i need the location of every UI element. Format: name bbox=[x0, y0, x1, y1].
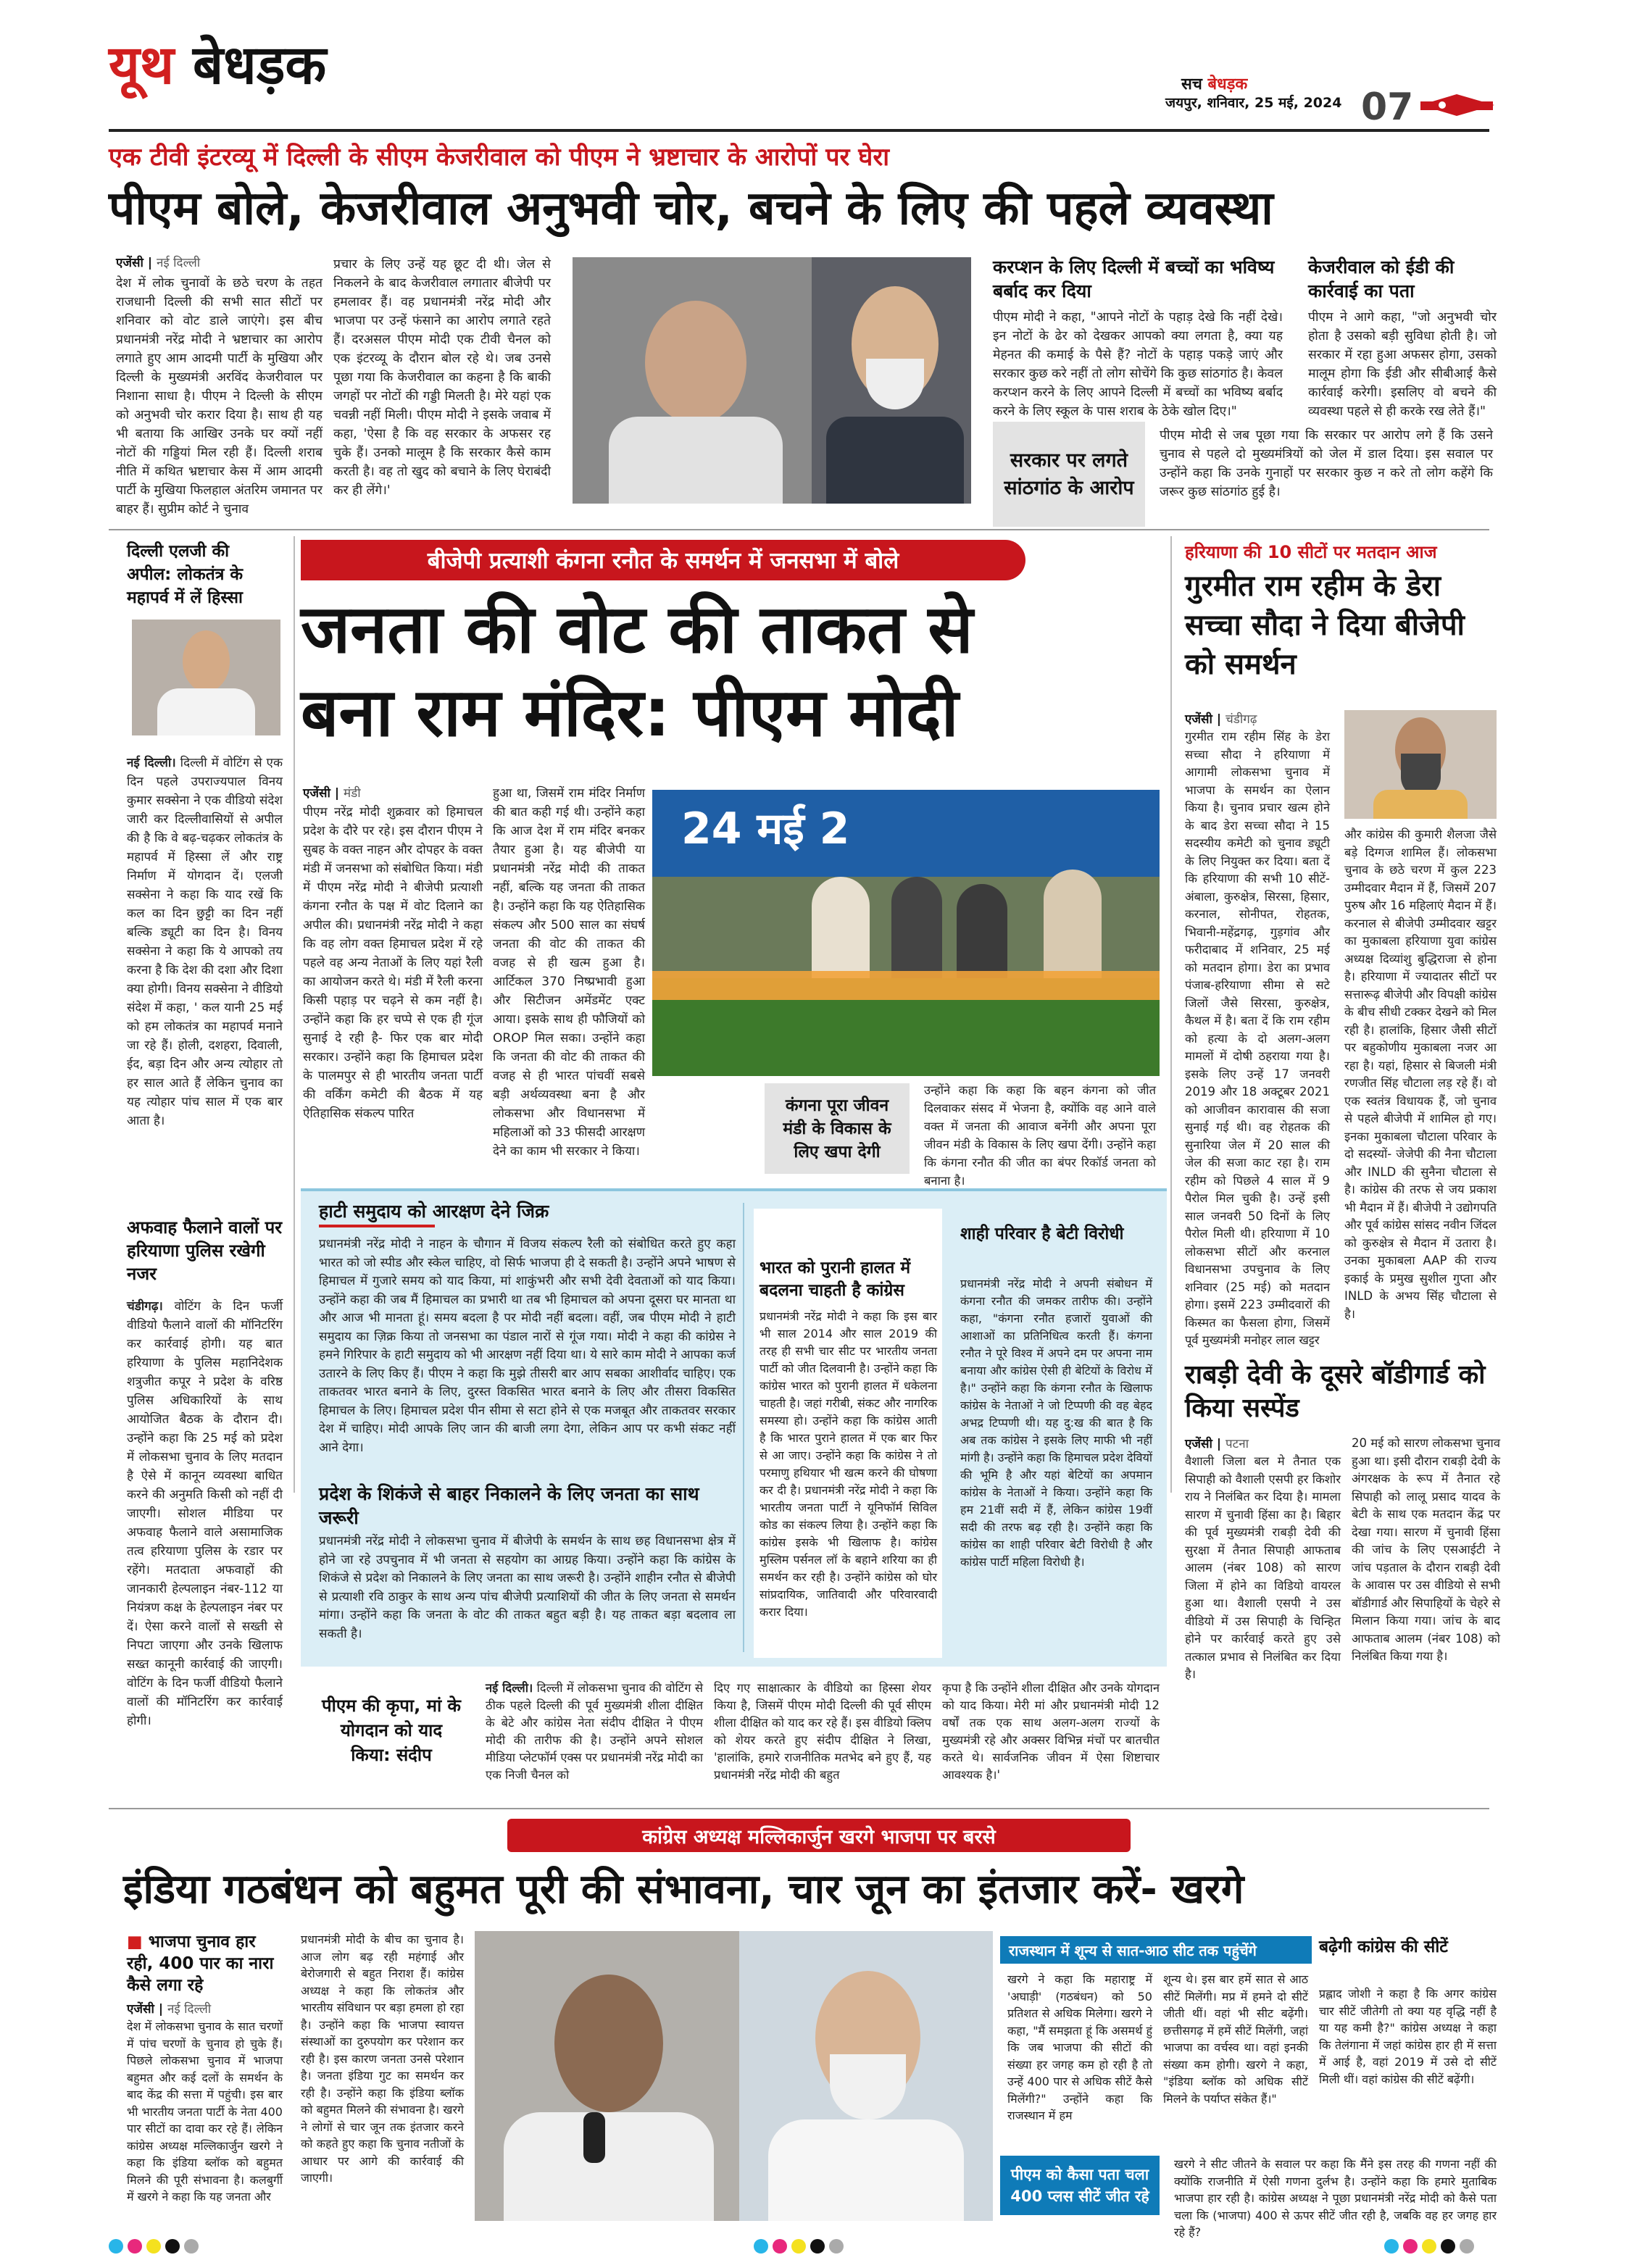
kharge-headline: इंडिया गठबंधन को बहुमत पूरी की संभावना, चार जून का इंतजार करें- खरगे bbox=[123, 1866, 1244, 1913]
right-col-rule bbox=[1170, 536, 1172, 1493]
mandi-kicker: बीजेपी प्रत्याशी कंगना रनौत के समर्थन में जनसभा में बोले bbox=[301, 540, 1025, 580]
sandeep-col2: दिए गए साक्षात्कार के वीडियो का हिस्सा शेयर किया है, जिसमें पीएम मोदी दिल्ली की पूर्व सीएम शीला दीक्षित को याद कर रहे हैं। इस वीडियो क्लिप को शेयर करते हुए संदीप दीक्षित ने लिखा, 'हालांकि, हमारे राजनीतिक मतभेद बने हुए हैं, यह प्रधानमंत्री नरेंद्र मोदी की बहुत bbox=[714, 1681, 931, 1782]
rajasthan-col1: खरगे ने कहा कि महाराष्ट्र में 'अघाड़ी' (गठबंधन) को 50 प्रतिशत से अधिक मिलेगा। खरगे ने कहा, "मैं समझता हूं कि असमर्थ हुं कि जब भाजपा की सीटों की संख्या हर जगह कम हो रही है तो उन्हें 400 पार से अधिक सीटें कैसे मिलेंगी?" उन्होंने कहा कि राजस्थान में हम bbox=[1007, 1972, 1152, 2122]
growth-title: बढ़ेगी कांग्रेस की सीटें bbox=[1319, 1938, 1448, 1956]
lead-headline: पीएम बोले, केजरीवाल अनुभवी चोर, बचने के लिए की पहले व्यवस्था bbox=[109, 182, 1273, 235]
rabri-col2: 20 मई को सारण लोकसभा चुनाव हुआ था। इसी दौरान राबड़ी देवी के अंगरक्षक के रूप में तैनात रहे सिपाही को लालू प्रसाद यादव के बेटी के साथ एक मतदान केंद्र पर देखा गया। सारण में चुनावी हिंसा की जांच के लिए एसआईटी ने जांच पड़ताल के दौरान राबड़ी देवी के आवास पर उस वीडियो से सभी बॉडीगार्ड और सिपाहियों के चेहरे से मिलान किया गया। जांच के बाद आफताब आलम (नंबर 108) को निलंबित किया गया है। bbox=[1352, 1436, 1500, 1663]
byline-agency: एजेंसी bbox=[303, 786, 330, 801]
rumor-title: अफवाह फैलाने वालों पर हरियाणा पुलिस रखेगी नजर bbox=[127, 1217, 283, 1284]
modi-photo-2 bbox=[739, 1931, 993, 2221]
pradesh-title: प्रदेश के शिकंजे से बाहर निकालने के लिए जनता का साथ जरूरी bbox=[319, 1483, 699, 1528]
ram-rahim-photo bbox=[1344, 710, 1497, 819]
mandi-byline: एजेंसी | मंडी bbox=[303, 786, 361, 801]
mandi-headline-line2: बना राम मंदिर: पीएम मोदी bbox=[301, 674, 959, 751]
lead-col2: प्रचार के लिए उन्हें यह छूट दी थी। जेल से निकलने के बाद केजरीवाल लगातार बीजेपी पर हमलावर हैं। वह प्रधानमंत्री नरेंद्र मोदी और भाजपा पर उन्हें फंसाने का आरोप लगाते रहते हैं। दरअसल पीएम मोदी एक टीवी चैनल को एक इंटरव्यू के दौरान बोल रहे थे। जब उनसे पूछा गया कि केजरीवाल का कहना है कि बाकी जगहों पर नोटों की गड्डी मिलती है। मेरे यहां एक चवन्नी नहीं मिली। पीएम मोदी ने इसके जवाब में कहा, 'ऐसा है कि वह सरकार के अफसर रह चुके हैं। उनको मालूम है कि सरकार कैसे काम करती है। वह तो खुद को बचाने के लिए घेराबंदी कर ही लेंगे।' bbox=[333, 257, 551, 498]
square-bullet-icon: ■ bbox=[127, 1933, 143, 1951]
kharge-side-title bbox=[127, 1931, 286, 1996]
sandeep-col1 bbox=[486, 1680, 703, 1784]
masthead-title bbox=[109, 36, 326, 94]
byline-agency: एजेंसी bbox=[127, 2002, 154, 2017]
byline-agency: एजेंसी bbox=[1185, 1437, 1212, 1451]
haryana-col2: और कांग्रेस की कुमारी शैलजा जैसे बड़े दिग्गज शामिल हैं। लोकसभा चुनाव के छठे चरण में कुल 223 उम्मीदवार मैदान में हैं, जिसमें 207 पुरुष और 16 महिलाएं मैदान में हैं। करनाल से बीजेपी उम्मीदवार खट्टर का मुकाबला हरियाणा युवा कांग्रेस अध्यक्ष दिव्यांशु बुद्धिराजा से होना है। हरियाणा में ज्यादातर सीटों पर सत्तारूढ़ बीजेपी और विपक्षी कांग्रेस के बीच सीधी टक्कर देखने को मिल रही है। हालांकि, हिसार जैसी सीटों पर बहुकोणीय मुकाबला नजर आ रहा है। यहां, हिसार से बिजली मंत्री रणजीत सिंह चौटाला लड़ रहे हैं। वो एक स्वतंत्र विधायक हैं, जो चुनाव से पहले बीजेपी में शामिल हो गए। इनका मुकाबला चौटाला परिवार के दो सदस्यों- जेजेपी की नैना चौटाला और INLD की सुनैना चौटाला से है। कांग्रेस की तरफ से जय प्रकाश भी मैदान में हैं। बीजेपी ने उद्योगपति और पूर्व कांग्रेस सांसद नवीन जिंदल को कुरुक्षेत्र से मैदान में उतारा है। उनका मुकाबला AAP की राज्य इकाई के प्रमुख सुशील गुप्ता और INLD के अभय सिंह चौटाला से है। bbox=[1344, 827, 1497, 1321]
dateline: जयपुर, शनिवार, 25 मई, 2024 bbox=[1165, 95, 1342, 111]
lg-dateline: नई दिल्ली। bbox=[127, 756, 176, 770]
mandi-col1: पीएम नरेंद्र मोदी शुक्रवार को हिमाचल प्रदेश के दौरे पर रहे। इस दौरान पीएम ने सुबह के वक्त नाहन और दोपहर के वक्त मंडी में जनसभा को संबोधित किया। मंडी में पीएम नरेंद्र मोदी ने बीजेपी प्रत्याशी कंगना रनौत के पक्ष में वोट दिलाने का अपील की। प्रधानमंत्री नरेंद्र मोदी ने कहा कि वह लोग वक्त हिमाचल प्रदेश में रहे पहले वह अन्य नेताओं के लिए यहां रैली का आयोजन करते थे। मंडी में रैली करना किसी पहाड़ पर चढ़ने से कम नहीं है। उन्होंने कहा कि हर चप्पे से एक ही गूंज सुनाई दे रही है- फिर एक बार मोदी सरकार। उन्होंने कहा कि हिमाचल प्रदेश के पालमपुर से ही भारतीय जनता पार्टी की वर्किंग कमेटी की बैठक में यह ऐतिहासिक संकल्प पारित bbox=[303, 805, 483, 1121]
registration-dots-icon bbox=[109, 2239, 203, 2256]
pen-nib-icon bbox=[1413, 88, 1500, 122]
lead-side2-title: केजरीवाल को ईडी की कार्रवाई का पता bbox=[1308, 257, 1455, 301]
rally-photo-banner-text: 24 मई 2 bbox=[681, 804, 850, 854]
hati-text: प्रधानमंत्री नरेंद्र मोदी ने नाहन के चौगान में विजय संकल्प रैली को संबोधित करते हुए कहा भारत को जो स्पीड और स्केल चाहिए, वो सिर्फ भाजपा ही दे सकती है। उन्होंने अपने भाषण से हिमाचल में गुजारे समय को याद किया, मां शाकुंभरी और सभी देवी देवताओं को याद किया। उन्होंने कहा की जब मैं हिमाचल का प्रभारी था तब भी हिमाचल को अपना दूसरा घर मानता था और आज भी मानता हूं। समय बदला है पर मोदी नहीं बदला। वहीं, जब पीएम मोदी ने हाटी समुदाय का ज़िक्र किया तो जनसभा का पंडाल नारों से गूंज गया। मोदी ने कहा की कांग्रेस ने हमने गिरिपार के हाटी समुदाय को भी आरक्षण नहीं दिया था। ये सारे काम मोदी ने आपका कर्ज उतारने के लिए किए हैं। पीएम ने कहा कि मुझे तीसरी बार आप सबका आशीर्वाद चाहिए। एक ताकतवर भारत बनाने के लिए, दुरस्त विकसित भारत बनाने के लिए और तीसरा विकसित हिमाचल के लिए। हिमाचल प्रदेश पीन सीमा से सटा होने से एक मजबूत और ताकतवर सरकार देश में चाहिए। मोदी आपके लिए जान की बाजी लगा देगा, लेकिन आप पर कभी संकट नहीं आने देगा। bbox=[319, 1237, 736, 1455]
hati-title: हाटी समुदाय को आरक्षण देने जिक्र bbox=[319, 1201, 549, 1222]
modi-photo bbox=[812, 257, 971, 504]
byline-agency: एजेंसी bbox=[1185, 712, 1212, 727]
pm-text: खरगे ने सीट जीतने के सवाल पर कहा कि मैंने इस तरह की गणना नहीं की क्योंकि राजनीति में ऐसी गणना दुर्लभ है। उन्होंने कहा कि हमारे मुताबिक भाजपा हार रही है। कांग्रेस अध्यक्ष ने पूछा प्रधानमंत्री नरेंद्र मोदी को कैसे पता चला कि (भाजपा) 400 से ऊपर सीटें जीत रही है, जबकि वह हर जगह हार रहे हैं? bbox=[1174, 2157, 1497, 2239]
sandeep-dateline: नई दिल्ली। bbox=[486, 1681, 533, 1695]
royal-title: शाही परिवार है बेटी विरोधी bbox=[960, 1225, 1124, 1243]
lead-kicker: एक टीवी इंटरव्यू में दिल्ली के सीएम केजरीवाल को पीएम ने भ्रष्टाचार के आरोपों पर घेरा bbox=[109, 143, 890, 172]
lead-bottom-rule bbox=[109, 529, 1489, 530]
rumor-text bbox=[127, 1297, 283, 1730]
header-rule bbox=[109, 129, 1489, 132]
blue-box-divider bbox=[743, 1203, 744, 1652]
kharge-col1: देश में लोकसभा चुनाव के सात चरणों में पांच चरणों के चुनाव हो चुके हैं। पिछले लोकसभा चुनाव में भाजपा बहुमत और कई दलों के समर्थन के बाद केंद्र की सत्ता में पहुंची। इस बार भी भारतीय जनता पार्टी के नेता 400 पार सीटों का दावा कर रहे हैं। लेकिन कांग्रेस अध्यक्ष मल्लिकार्जुन खरगे ने कहा कि इंडिया ब्लॉक को बहुमत मिलने की पूरी संभावना है। कलबुर्गी में खरगे ने कहा कि यह जनता और bbox=[127, 2019, 283, 2204]
lg-text bbox=[127, 754, 283, 1130]
lead-byline: एजेंसी | नई दिल्ली bbox=[116, 256, 201, 270]
kharge-byline: एजेंसी | नई दिल्ली bbox=[127, 2002, 212, 2017]
pm-tab: पीएम को कैसा पता चला 400 प्लस सीटें जीत रहे bbox=[1000, 2156, 1160, 2215]
rumor-dateline: चंडीगढ़। bbox=[127, 1299, 163, 1314]
byline-place: मंडी bbox=[343, 786, 361, 801]
mandi-box-caption: कंगना पूरा जीवन मंडी के विकास के लिए खपा देगी bbox=[765, 1083, 910, 1174]
page-number: 07 bbox=[1361, 86, 1414, 129]
registration-dots-icon bbox=[754, 2239, 848, 2256]
haryana-kicker: हरियाणा की 10 सीटों पर मतदान आज bbox=[1185, 542, 1437, 562]
lead-box-caption: सरकार पर लगते सांठगांठ के आरोप bbox=[993, 422, 1145, 527]
haryana-headline: गुरमीत राम रहीम के डेरा सच्चा सौदा ने दिया बीजेपी को समर्थन bbox=[1185, 570, 1465, 681]
rabri-col1: वैशाली जिला बल मे तैनात एक सिपाही को वैशाली एसपी हर किशोर राय ने निलंबित कर दिया है। मामला सारण में चुनावी हिंसा का है। बिहार की पूर्व मुख्यमंत्री राबड़ी देवी की सुरक्षा में तैनात सिपाही आफताब आलम (नंबर 108) को सारण जिला में होने का विडियो वायरल हुआ था। वैशाली एसपी ने उस वीडियो में उस सिपाही के चिन्हित होने पर कार्रवाई करते हुए उसे तत्काल प्रभाव से निलंबित कर दिया है। bbox=[1185, 1454, 1341, 1681]
lead-box-text: पीएम मोदी से जब पूछा गया कि सरकार पर आरोप लगे हैं कि उसने चुनाव से पहले दो मुख्यमंत्रियों को जेल में डाल दिया। इस सवाल पर उन्होंने कहा कि उनके गुनाहों पर सरकार कुछ न करे तो लोग कहेंगे कि जरूर कुछ सांठगांठ हुई है। bbox=[1160, 428, 1493, 499]
rumor-body: वोटिंग के दिन फर्जी वीडियो फैलाने वालों की मॉनिटरिंग कर कार्रवाई होगी। यह बात हरियाणा के पुलिस महानिदेशक शत्रुजीत कपूर ने प्रदेश के वरिष्ठ पुलिस अधिकारियों के साथ आयोजित बैठक के दौरान दी। उन्होंने कहा कि 25 मई को प्रदेश में लोकसभा चुनाव के लिए मतदान है ऐसे में कानून व्यवस्था बाधित करने की अनुमति किसी को नहीं दी जाएगी। सोशल मीडिया पर अफवाह फैलाने वाले असामाजिक तत्व हरियाणा पुलिस के रडार पर रहेंगे। मतदाता अफवाहों की जानकारी हेल्पलाइन नंबर-112 या नियंत्रण कक्ष के हेल्पलाइन नंबर पर दें। ऐसा करने वालों से सख्ती से निपटा जाएगा और उनके खिलाफ सख्त कानूनी कार्रवाई की जाएगी। वोटिंग के दिन फर्जी वीडियो फैलाने वालों की मॉनिटरिंग कर कार्रवाई होगी। bbox=[127, 1299, 283, 1728]
sandeep-col3: कृपा है कि उन्होंने शीला दीक्षित और उनके योगदान को याद किया। मेरी मां और प्रधानमंत्री मोदी 12 वर्षों तक एक साथ अलग-अलग राज्यों के मुख्यमंत्री रहे और अक्सर विभिन्न मंचों पर बातचीत करते थे। सार्वजनिक जीवन में ऐसा शिष्टाचार आवश्यक है।' bbox=[942, 1681, 1160, 1782]
rajasthan-col2: शून्य थे। इस बार हमें सात से आठ सीटें मिलेंगी। मप्र में हमने दो सीटें जीती थीं। वहां भी सीट बढ़ेंगी। छत्तीसगढ़ में हमें सीटें मिलेंगी, जहां भाजपा का वर्चस्व था। वहां इनकी संख्या कम होगी। खरगे ने कहा, "इंडिया ब्लॉक को अधिक सीटें मिलने के पर्याप्त संकेत हैं।" bbox=[1163, 1972, 1308, 2106]
sandeep-col1-body: दिल्ली में लोकसभा चुनाव की वोटिंग से ठीक पहले दिल्ली की पूर्व मुख्यमंत्री शीला दीक्षित के बेटे और कांग्रेस नेता संदीप दीक्षित ने पीएम मोदी की तारीफ की है। उन्होंने अपने सोशल मीडिया प्लेटफॉर्म एक्स पर प्रधानमंत्री नरेंद्र मोदी का एक निजी चैनल को bbox=[486, 1681, 703, 1782]
byline-agency: एजेंसी bbox=[116, 256, 143, 270]
rally-photo bbox=[652, 790, 1160, 1076]
lead-side1-text: पीएम मोदी ने कहा, "आपने नोटों के पहाड़ देखे कि नहीं देखे। इन नोटों के ढेर को देखकर आपको क्या लगता है, क्या यह मेहनत की कमाई के पैसे हैं? नोटों के पहाड़ पकड़े जाएं और सरकार कुछ करे नहीं तो लोग सोचेंगे कि कुछ सांठगांठ है। केवल करप्शन करने के लिए आपने दिल्ली में बच्चों का भविष्य बर्बाद करने के लिए स्कूल के पास शराब के ठेके खोल दिए।" bbox=[993, 310, 1283, 419]
rabri-byline: एजेंसी | पटना bbox=[1185, 1437, 1249, 1451]
rabri-headline: राबड़ी देवी के दूसरे बॉडीगार्ड को किया सस्पेंड bbox=[1185, 1360, 1486, 1423]
lg-title: दिल्ली एलजी की अपील: लोकतंत्र के महापर्व में लें हिस्सा bbox=[127, 542, 244, 607]
kharge-top-rule bbox=[109, 1808, 1489, 1809]
congress-state-title: भारत को पुरानी हालत में बदलना चाहती है कांग्रेस bbox=[760, 1259, 911, 1300]
masthead-title-part2: बेधड़क bbox=[192, 34, 327, 96]
lead-side1-title: करप्शन के लिए दिल्ली में बच्चों का भविष्य बर्बाद कर दिया bbox=[993, 257, 1275, 301]
kharge-photo bbox=[475, 1931, 739, 2221]
kharge-banner: कांग्रेस अध्यक्ष मल्लिकार्जुन खरगे भाजपा पर बरसे bbox=[507, 1819, 1131, 1852]
tagline-part2: बेधड़क bbox=[1207, 75, 1248, 93]
kejriwal-photo bbox=[573, 257, 812, 504]
byline-place: नई दिल्ली bbox=[156, 256, 201, 270]
masthead-title-part1: यूथ bbox=[109, 34, 175, 96]
royal-text: प्रधानमंत्री नरेंद्र मोदी ने अपनी संबोधन में कंगना रनौत की जमकर तारीफ की। उन्होंने कहा, "कंगना रनौत हजारों युवाओं की आशाओं का प्रतिनिधित्व करती हैं। कंगना रनौत ने पूरे विश्व में अपने दम पर अपना नाम बनाया और कांग्रेस ऐसी ही बेटियों के विरोध में है।" उन्होंने कहा कि कंगना रनौत के खिलाफ कांग्रेस के नेताओं ने जो टिप्पणी की वह बेहद अभद्र टिप्पणी थी। यह दु:ख की बात है कि अब तक कांग्रेस ने इसके लिए माफी भी नहीं मांगी है। उन्होंने कहा कि हिमाचल प्रदेश देवियों की भूमि है और यहां बेटियों का अपमान कांग्रेस के नेताओं ने किया। उन्होंने कहा कि हम 21वीं सदी में हैं, लेकिन कांग्रेस 19वीं सदी की तरफ बढ़ रही है। उन्होंने कहा कि कांग्रेस का शाही परिवार बेटी विरोधी है और कांग्रेस पार्टी महिला विरोधी है। bbox=[960, 1277, 1152, 1569]
byline-place: पटना bbox=[1225, 1437, 1249, 1451]
kharge-side-title-text: भाजपा चुनाव हार रही, 400 पार का नारा कैसे लगा रहे bbox=[127, 1933, 274, 1995]
hati-title-underline bbox=[319, 1225, 435, 1227]
lg-body: दिल्ली में वोटिंग से एक दिन पहले उपराज्यपाल विनय कुमार सक्सेना ने एक वीडियो संदेश जारी कर दिल्लीवासियों से अपील की है कि वे बढ़-चढ़कर लोकतंत्र के महापर्व में हिस्सा लें और राष्ट्र निर्माण में योगदान दें। एलजी सक्सेना ने कहा कि याद रखें कि कल का दिन छुट्टी का दिन नहीं बल्कि ड्यूटी का दिन है। विनय सक्सेना ने कहा कि ये आपको तय करना है कि देश की दशा और दिशा क्या होगी। विनय सक्सेना ने वीडियो संदेश में कहा, ' कल यानी 25 मई को हम लोकतंत्र का महापर्व मनाने जा रहे हैं। होली, दशहरा, दिवाली, ईद, बड़ा दिन और अन्य त्योहार तो हर साल आते हैं लेकिन चुनाव का यह त्योहार पांच साल में एक बार आता है। bbox=[127, 756, 283, 1128]
byline-place: नई दिल्ली bbox=[167, 2002, 212, 2017]
byline-place: चंडीगढ़ bbox=[1225, 712, 1257, 727]
tagline-part1: सच bbox=[1181, 75, 1202, 93]
kharge-col2: प्रधानमंत्री मोदी के बीच का चुनाव है। आज लोग बढ़ रही महंगाई और बेरोजगारी से बहुत निराश हैं। कांग्रेस अध्यक्ष ने कहा कि लोकतंत्र और भारतीय संविधान पर बड़ा हमला हो रहा है। उन्होंने कहा कि भाजपा स्वायत्त संस्थाओं का दुरुपयोग कर परेशान कर रही है। इस कारण जनता उनसे परेशान है। जनता इंडिया गुट का समर्थन कर रही है। उन्होंने कहा कि इंडिया ब्लॉक को बहुमत मिलने की संभावना है। खरगे ने लोगों से चार जून तक इंतजार करने को कहते हुए कहा कि चुनाव नतीजों के आधार पर आगे की कार्रवाई की जाएगी। bbox=[301, 1933, 464, 2185]
lead-col1: देश में लोक चुनावों के छठे चरण के तहत राजधानी दिल्ली की सभी सात सीटों पर शनिवार को वोट डाले जाएंगे। इस बीच प्रधानमंत्री नरेंद्र मोदी ने भ्रष्टाचार का आरोप लगाते हुए आम आदमी पार्टी के मुखिया और दिल्ली के मुख्यमंत्री अरविंद केजरीवाल पर निशाना साधा है। पीएम ने दिल्ली के सीएम को अनुभवी चोर करार दिया है। साथ ही यह भी बताया कि आखिर उनके घर क्यों नहीं नोटों की गड्डियां मिल रही हैं। दिल्ली शराब नीति में कथित भ्रष्टाचार केस में आम आदमी पार्टी के मुखिया फिलहाल अंतरिम जमानत पर बाहर हैं। सुप्रीम कोर्ट ने चुनाव bbox=[116, 276, 323, 517]
left-col-rule bbox=[294, 536, 295, 1493]
sandeep-caption: पीएम की कृपा, मां के योगदान को याद किया: संदीप bbox=[312, 1680, 471, 1781]
lg-photo bbox=[132, 620, 280, 735]
lead-side2-text: पीएम ने आगे कहा, "जो अनुभवी चोर होता है उसको बड़ी सुविधा होती है। जो सरकार में रहा हुआ अफसर होगा, उसको मालूम होगा कि ईडी और सीबीआई कैसे कार्रवाई करेगी। इसलिए वो बचने की व्यवस्था पहले से ही करके रख लेते हैं।" bbox=[1308, 310, 1497, 419]
mandi-headline-line1: जनता की वोट की ताकत से bbox=[301, 591, 973, 668]
mandi-box-text: उन्होंने कहा कि कहा कि बहन कंगना को जीत दिलवाकर संसद में भेजना है, क्योंकि वह आने वाले वक्त में जनता की आवाज बनेंगी और अपना पूरा जीवन मंडी के विकास के लिए खपा देंगी। उन्होंने कहा कि कंगना रनौत की जीत का बंपर रिकॉर्ड जनता को बनाना है। bbox=[924, 1083, 1156, 1188]
mandi-col2: हुआ था, जिसमें राम मंदिर निर्माण की बात कही गई थी। उन्होंने कहा कि आज देश में राम मंदिर बनकर तैयार हुआ है। यह बीजेपी या प्रधानमंत्री नरेंद्र मोदी की ताकत नहीं, बल्कि यह जनता की ताकत है। उन्होंने कहा कि यह ऐतिहासिक संकल्प और 500 साल का संघर्ष जनता की वोट की ताकत की वजह से ही खत्म हुआ है। आर्टिकल 370 निष्प्रभावी हुआ और सिटीजन अमेंडमेंट एक्ट आया। इसके साथ ही फौजियों को OROP मिल सका। उन्होंने कहा कि जनता की वोट की ताकत की वजह से ही भारत पांचवीं सबसे बड़ी अर्थव्यवस्था बना है और लोकसभा और विधानसभा में महिलाओं को 33 फीसदी आरक्षण देने का काम भी सरकार ने किया। bbox=[493, 786, 645, 1159]
registration-dots-icon bbox=[1384, 2239, 1478, 2256]
pradesh-text: प्रधानमंत्री नरेंद्र मोदी ने लोकसभा चुनाव में बीजेपी के समर्थन के साथ छह विधानसभा क्षेत्र में होने जा रहे उपचुनाव में भी जनता से सहयोग का आग्रह किया। उन्होंने कहा कि कांग्रेस के शिकंजे से प्रदेश को निकालने के लिए जनता का साथ जरूरी है। उन्होंने शाहीन रनौत से बीजेपी से प्रत्याशी रवि ठाकुर के साथ अन्य पांच बीजेपी प्रत्याशियों की जीत के लिए जनता से समर्थन मांगा। उन्होंने कहा कि जनता के वोट की ताकत बहुत बड़ी है। यह ताकत बड़ा बदलाव ला सकती है। bbox=[319, 1534, 736, 1641]
congress-state-text: प्रधानमंत्री नरेंद्र मोदी ने कहा कि इस बार भी साल 2014 और साल 2019 की तरह ही सभी चार सीट पर भारतीय जनता पार्टी को जीत दिलवानी है। उन्होंने कहा कि कांग्रेस भारत को पुरानी हालत में धकेलना चाहती है। जहां गरीबी, संकट और नागरिक समस्या हो। उन्होंने कहा कि कांग्रेस आती है कि भारत पुराने हालत में एक बार फिर से आ जाए। उन्होंने कहा कि कांग्रेस ने तो परमाणु हथियार भी खत्म करने की घोषणा कर दी है। प्रधानमंत्री नरेंद्र मोदी ने कहा कि भारतीय जनता पार्टी ने यूनिफॉर्म सिविल कोड का संकल्प लिया है। उन्होंने कहा कि कांग्रेस इसके भी खिलाफ है। कांग्रेस मुस्लिम पर्सनल लॉ के बहाने शरिया का ही समर्थन कर रही है। उन्होंने कांग्रेस को घोर सांप्रदायिक, जातिवादी और परिवारवादी करार दिया। bbox=[760, 1309, 937, 1619]
haryana-col1: गुरमीत राम रहीम सिंह के डेरा सच्चा सौदा ने हरियाणा में आगामी लोकसभा चुनाव में भाजपा के समर्थन का ऐलान किया है। चुनाव प्रचार खत्म होने के बाद डेरा सच्चा सौदा ने 15 सदस्यीय कमेटी को चुनाव ड्यूटी के लिए नियुक्त कर दिया। बता दें कि हरियाणा की सभी 10 सीटें- अंबाला, कुरुक्षेत्र, सिरसा, हिसार, करनाल, सोनीपत, रोहतक, भिवानी-महेंद्रगढ़, गुड़गांव और फरीदाबाद में शनिवार, 25 मई को मतदान होगा। डेरा का प्रभाव पंजाब-हरियाणा सीमा से सटे जिलों जैसे सिरसा, कुरुक्षेत्र, कैथल में है। बता दें कि राम रहीम को हत्या के दो अलग-अलग मामलों में दोषी ठहराया गया है। इसके लिए उन्हें 17 जनवरी 2019 और 18 अक्टूबर 2021 को आजीवन कारावास की सजा सुनाई गई थी। वह रोहतक की सुनारिया जेल में 20 साल की जेल की सजा काट रहा है। राम रहीम को पिछले 4 साल में 9 पैरोल मिल चुकी है। उन्हें इसी साल जनवरी 50 दिनों के लिए पैरोल मिली थी। हरियाणा में 10 लोकसभा सीटों और करनाल विधानसभा उपचुनाव के लिए शनिवार (25 मई) को मतदान होगा। इसमें 223 उम्मीदवारों की किस्मत का फैसला होगा, जिसमें पूर्व मुख्यमंत्री मनोहर लाल खट्टर bbox=[1185, 730, 1330, 1347]
haryana-byline: एजेंसी | चंडीगढ़ bbox=[1185, 712, 1257, 727]
growth-text: प्रह्लाद जोशी ने कहा है कि अगर कांग्रेस चार सीटें जीतेगी तो क्या यह वृद्धि नहीं है या यह कमी है?" कांग्रेस अध्यक्ष ने कहा कि तेलंगाना में जहां कांग्रेस हार ही में सत्ता में आई है, वहां 2019 में उसे दो सीटें मिली थीं। वहां कांग्रेस की सीटें बढ़ेंगी। bbox=[1319, 1987, 1497, 2086]
rajasthan-tab: राजस्थान में शून्य से सात-आठ सीट तक पहुंचेंगे bbox=[1000, 1936, 1312, 1964]
tagline bbox=[1181, 72, 1247, 94]
